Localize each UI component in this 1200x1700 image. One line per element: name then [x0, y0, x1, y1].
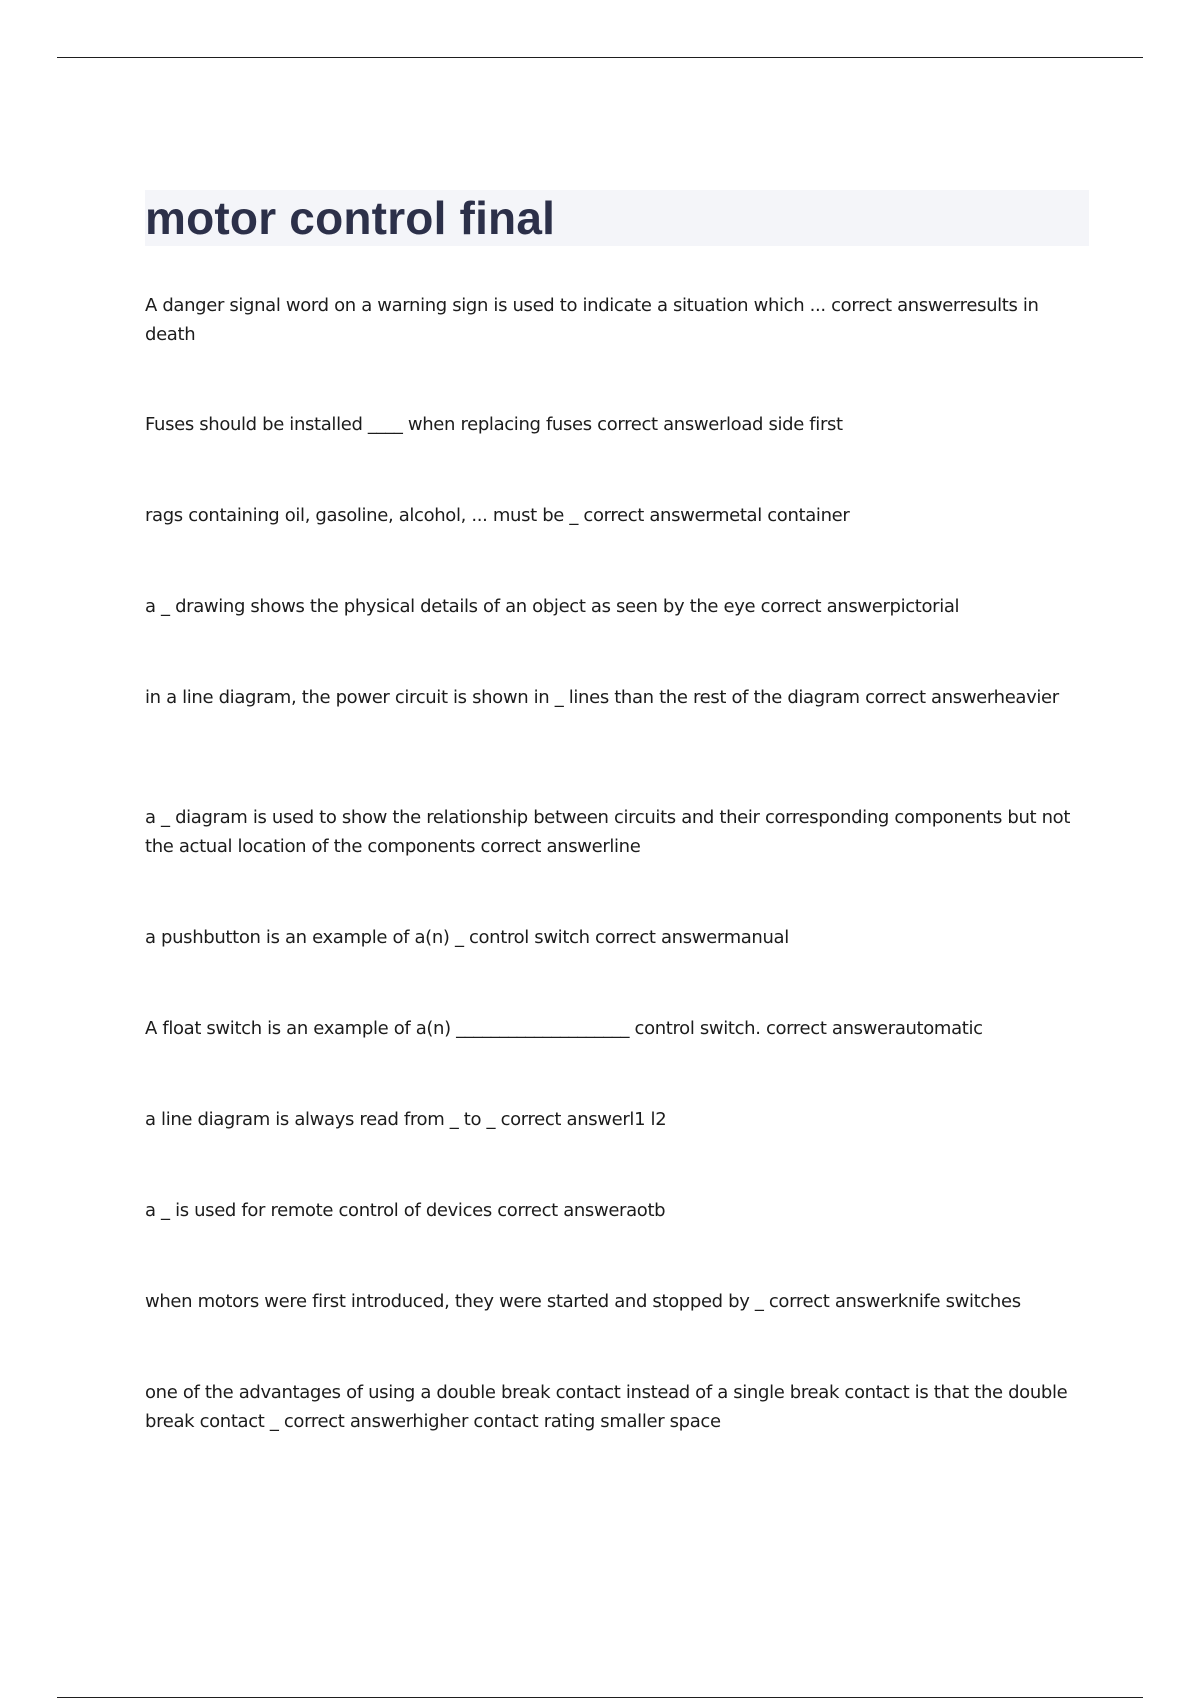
qa-item-11: when motors were first introduced, they were started and stopped by _ correct answerknife switches — [145, 1291, 1021, 1312]
qa-item-7: a pushbutton is an example of a(n) _ control switch correct answermanual — [145, 927, 789, 948]
qa-item-9: a line diagram is always read from _ to _ correct answerl1 l2 — [145, 1109, 667, 1130]
qa-item-3: rags containing oil, gasoline, alcohol, ... must be _ correct answermetal container — [145, 505, 850, 526]
qa-item-8: A float switch is an example of a(n) ____________________ control switch. correct answerautomatic — [145, 1018, 983, 1039]
top-rule — [57, 57, 1143, 58]
qa-item-6: a _ diagram is used to show the relationship between circuits and their corresponding components but not the actual location of the components correct answerline — [145, 807, 1071, 857]
qa-item-2: Fuses should be installed ____ when replacing fuses correct answerload side first — [145, 414, 843, 435]
qa-item-1: A danger signal word on a warning sign is used to indicate a situation which ... correct answerresults in death — [145, 295, 1039, 345]
qa-item-5: in a line diagram, the power circuit is shown in _ lines than the rest of the diagram correct answerheavier — [145, 687, 1059, 708]
qa-item-12: one of the advantages of using a double break contact instead of a single break contact is that the double break contact _ correct answerhigher contact rating smaller space — [145, 1382, 1068, 1432]
document-title: motor control final — [145, 192, 556, 244]
qa-item-10: a _ is used for remote control of devices correct answeraotb — [145, 1200, 666, 1221]
bottom-rule — [57, 1697, 1143, 1698]
qa-item-4: a _ drawing shows the physical details of an object as seen by the eye correct answerpictorial — [145, 596, 960, 617]
